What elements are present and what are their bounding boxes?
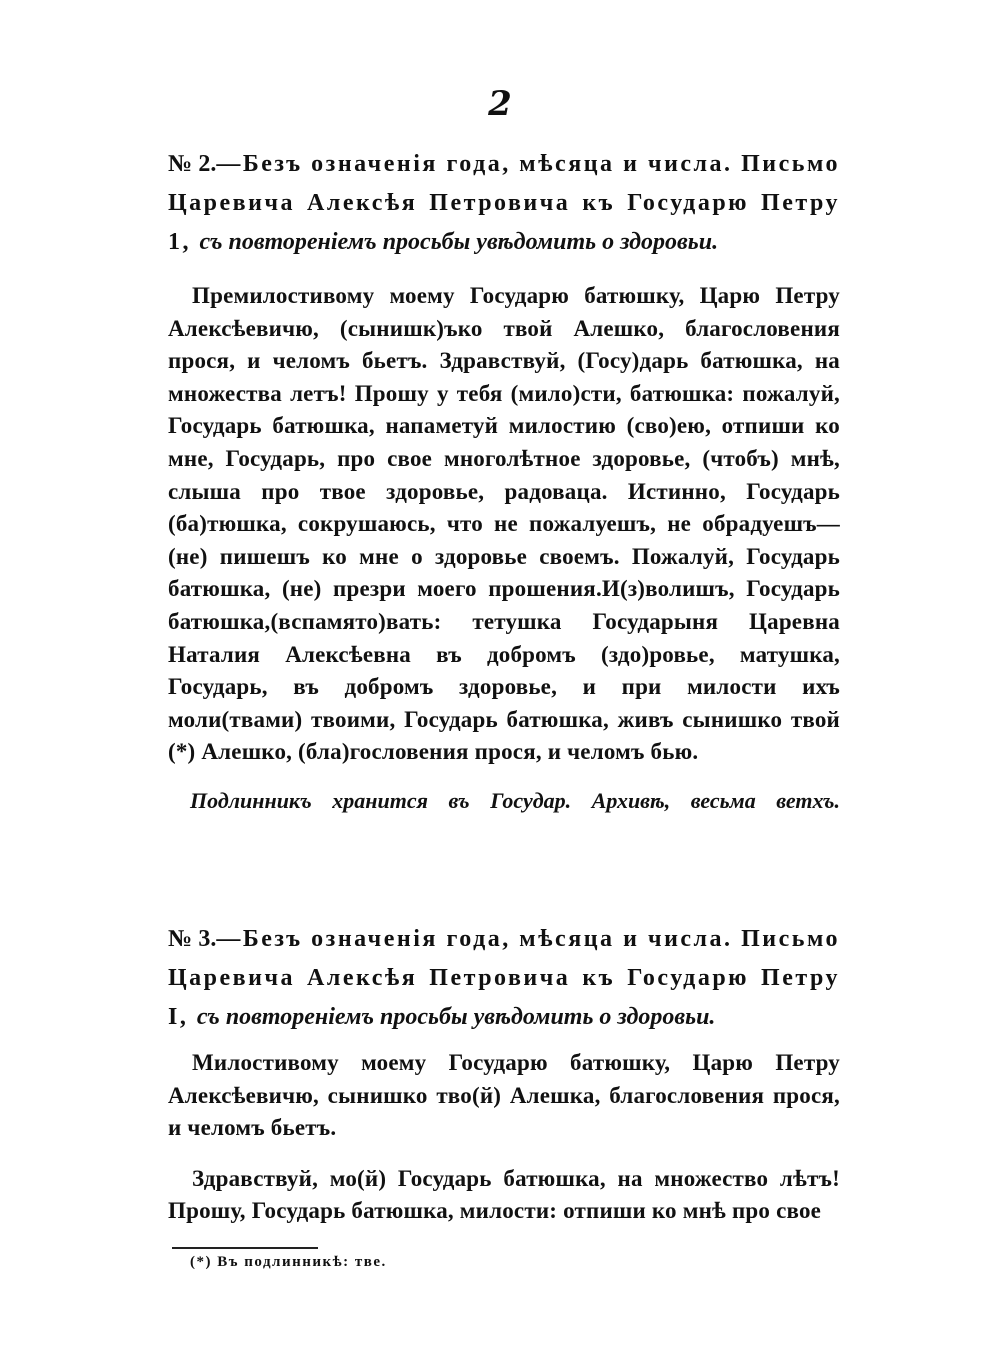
document-2-heading <box>168 145 840 262</box>
document-2-number: № 2. <box>168 151 217 177</box>
document-3-paragraph-2: Здравствуй, мо(й) Государь батюшка, на множество лѣтъ! Прошу, Государь батюшка, милости: отпиши ко мнѣ про свое <box>168 1165 840 1224</box>
document-2-letter <box>168 280 840 769</box>
document-3-subtitle: съ повтореніемъ просьбы увѣдомить о здоровьи. <box>196 1004 716 1030</box>
document-3-letter <box>168 1047 840 1228</box>
document-2-title: —Безъ означенія года, мѣсяца и числа. Письмо Царевича Алексѣя Петровича къ Государю Петру 1, <box>168 151 840 255</box>
document-3-paragraph-1: Милостивому моему Государю батюшку, Царю Петру Алексѣевичю, сынишко тво(й) Алешка, благословения прося, и челомъ бьетъ. <box>168 1050 840 1141</box>
page-number: 2 <box>488 84 512 124</box>
archive-note: Подлинникъ хранится въ Государ. Архивѣ, весьма ветхъ. <box>190 788 840 813</box>
footnote-divider <box>172 1247 318 1249</box>
document-3-title: —Безъ означенія года, мѣсяца и числа. Письмо Царевича Алексѣя Петровича къ Государю Петру I, <box>168 926 840 1030</box>
document-3-number: № 3. <box>168 926 217 952</box>
document-3-heading <box>168 920 840 1037</box>
document-2-subtitle: съ повтореніемъ просьбы увѣдомить о здоровьи. <box>199 229 719 255</box>
document-2-body: Премилостивому моему Государю батюшку, Царю Петру Алексѣевичю, (сынишк)ъко твой Алешко, благословения прося, и челомъ бьетъ. Здравствуй, (Госу)дарь батюшка, на множества летъ! Прошу у тебя (мило)сти, батюшка: пожалуй, Государь батюшка, напаметуй милостию (сво)ею, отпиши ко мне, Государь, про свое многолѣтное здоровье, (чтобъ) мнѣ, слыша про твое здоровье, радовацa. Истинно, Государь (ба)тюшка, сокрушаюсь, что не пожалуешъ, не обрадуешъ—(не) пишешъ ко мне о здоровье своемъ. Пожалуй, Государь батюшка, (не) презри моего прошения.И(з)волишъ, Государь батюшка,(вспамято)вать: тетушка Государыня Царевна Наталия Алексѣевна въ добромъ (здо)ровье, матушка, Государь, въ добромъ здоровье, и при милости ихъ моли(твами) твоими, Государь батюшка, живъ сынишко твой (*) Алешко, (бла)гословения прося, и челомъ бью. <box>168 283 840 765</box>
footnote: (*) Въ подлинникѣ: тве. <box>190 1254 387 1270</box>
